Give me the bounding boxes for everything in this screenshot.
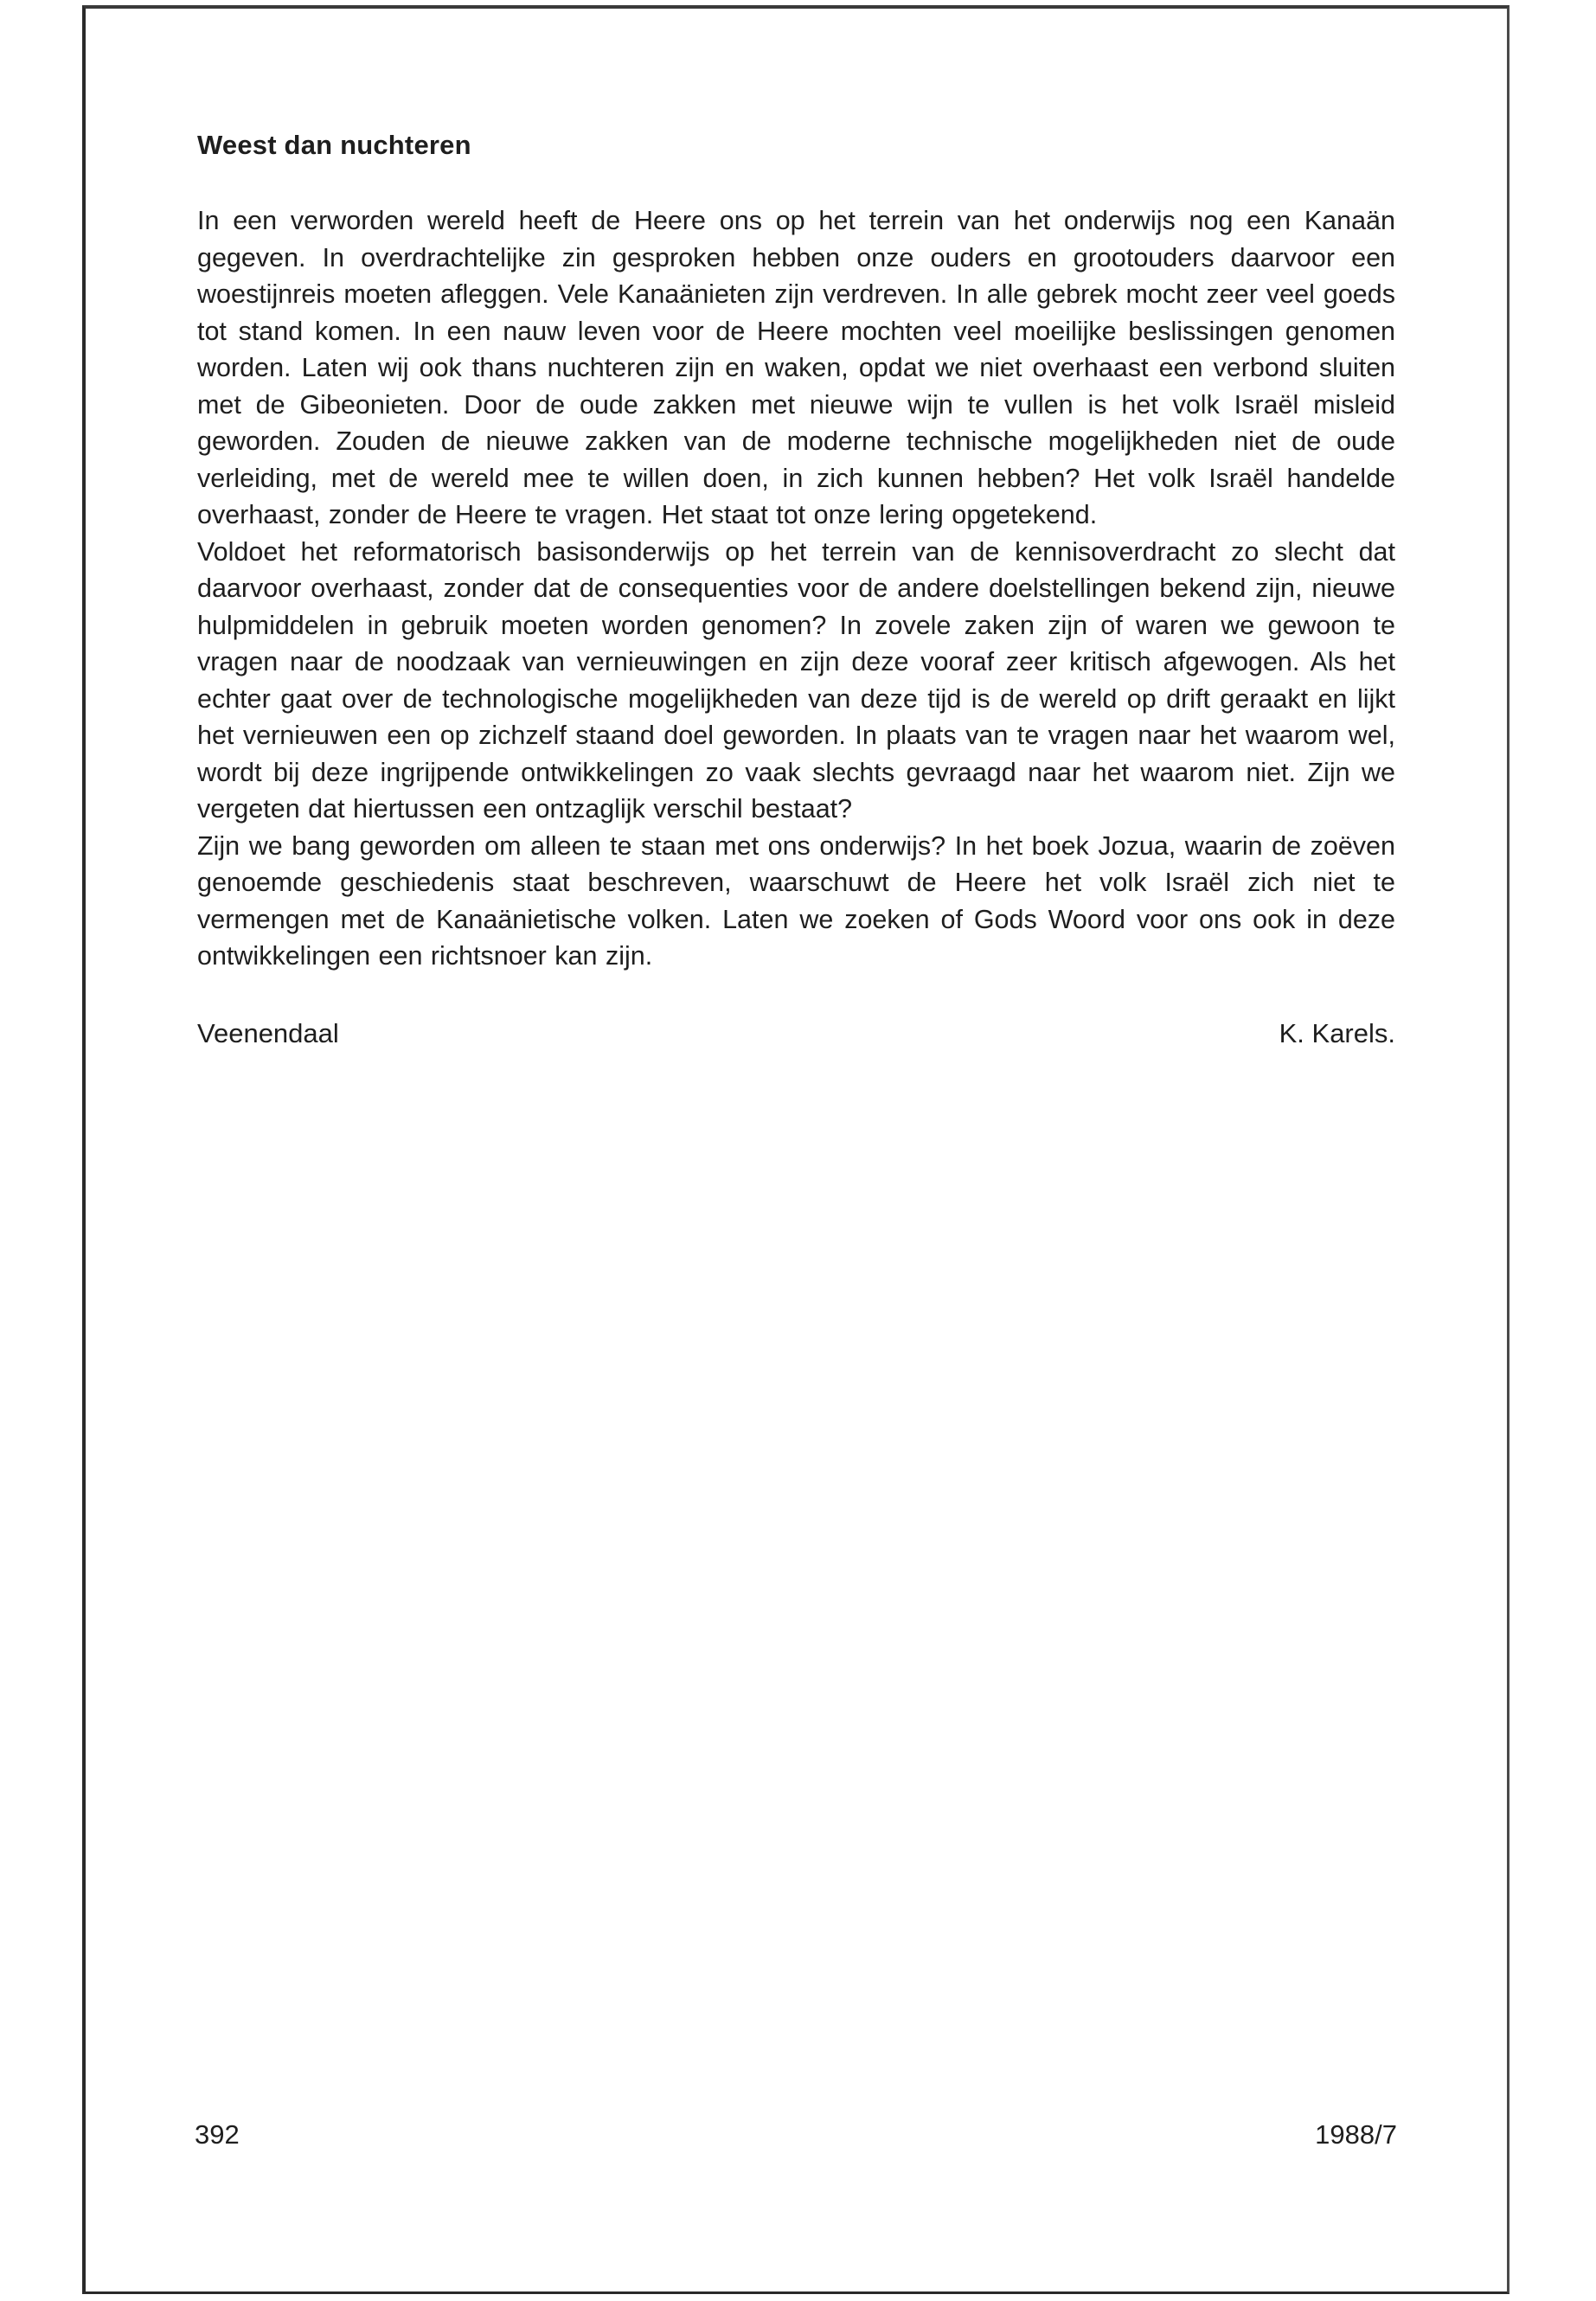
article-paragraph: In een verworden wereld heeft de Heere ons op het terrein van het onderwijs nog een Kanaän gegeven. In overdrachtelijke zin gesproken hebben onze ouders en grootouders daarvoor een woestijnreis moeten afleggen. Vele Kanaänieten zijn verdreven. In alle gebrek mocht zeer veel goeds tot stand komen. In een nauw leven voor de Heere mochten veel moeilijke beslissingen genomen worden. Laten wij ook thans nuchteren zijn en waken, opdat we niet overhaast een verbond sluiten met de Gibeonieten. Door de oude zakken met nieuwe wijn te vullen is het volk Israël misleid geworden. Zouden de nieuwe zakken van de moderne technische mogelijkheden niet de oude verleiding, met de wereld mee te willen doen, in zich kunnen hebben? Het volk Israël handelde overhaast, zonder de Heere te vragen. Het staat tot onze lering opgetekend.: [197, 206, 1395, 529]
article: [197, 130, 1395, 1049]
article-title: Weest dan nuchteren: [197, 130, 471, 160]
page-number: 392: [195, 2119, 240, 2150]
page-footer: [195, 2119, 1397, 2150]
article-paragraph: Voldoet het reformatorisch basisonderwijs op het terrein van de kennisoverdracht zo slecht dat daarvoor overhaast, zonder dat de consequenties voor de andere doelstellingen bekend zijn, nieuwe hulpmiddelen in gebruik moeten worden genomen? In zovele zaken zijn of waren we gewoon te vragen naar de noodzaak van vernieuwingen en zijn deze vooraf zeer kritisch afgewogen. Als het echter gaat over de technologische mogelijkheden van deze tijd is de wereld op drift geraakt en lijkt het vernieuwen een op zichzelf staand doel geworden. In plaats van te vragen naar het waarom wel, wordt bij deze ingrijpende ontwikkelingen zo vaak slechts gevraagd naar het waarom niet. Zijn we vergeten dat hiertussen een ontzaglijk verschil bestaat?: [197, 536, 1395, 824]
signature-line: [197, 1018, 1395, 1049]
issue-number: 1988/7: [1315, 2119, 1397, 2150]
article-paragraph: Zijn we bang geworden om alleen te staan met ons onderwijs? In het boek Jozua, waarin de zoëven genoemde geschiedenis staat beschreven, waarschuwt de Heere het volk Israël zich niet te vermengen met de Kanaänietische volken. Laten we zoeken of Gods Woord voor ons ook in deze ontwikkelingen een richtsnoer kan zijn.: [197, 830, 1395, 971]
signature-place: Veenendaal: [197, 1017, 339, 1048]
signature-author: K. Karels.: [1279, 1017, 1395, 1048]
